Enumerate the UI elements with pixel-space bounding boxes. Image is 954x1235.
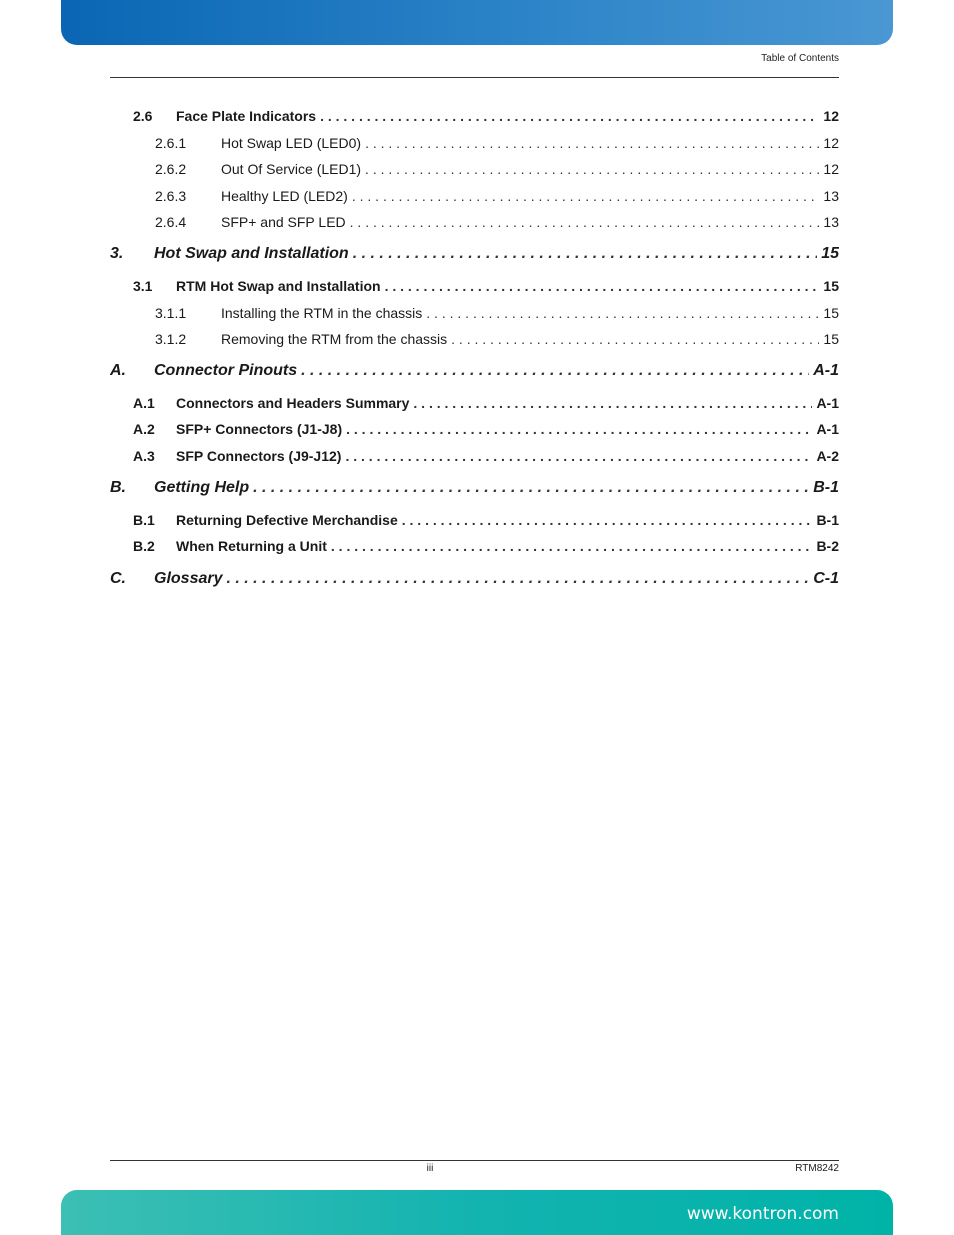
toc-entry-title[interactable]: Out Of Service (LED1) [221,161,362,177]
toc-entry-page[interactable]: B-1 [813,479,839,496]
toc-entry-page[interactable]: 12 [823,108,839,124]
toc-entry[interactable] [110,362,839,380]
toc-leader-dots [350,214,820,230]
toc-entry-number: 3. [110,245,124,262]
toc-entry-number: B.1 [133,512,155,528]
toc-entry[interactable] [133,448,839,464]
toc-leader-dots [331,538,813,554]
toc-entry-number: 2.6.4 [155,214,187,230]
toc-entry-number: A.1 [133,395,155,411]
toc-entry-page[interactable]: 12 [823,161,839,177]
toc-leader-dots [352,188,820,204]
toc-entry-page[interactable]: B-1 [816,512,839,528]
toc-entry-page[interactable]: 12 [823,135,839,151]
toc-leader-dots [346,421,812,437]
toc-entry[interactable] [110,245,839,263]
toc-leader-dots [345,448,812,464]
toc-entry-page[interactable]: A-1 [813,362,839,379]
toc-entry-title[interactable]: SFP+ and SFP LED [221,214,346,230]
toc-entry-title[interactable]: Face Plate Indicators [176,108,317,124]
toc-entry-page[interactable]: A-1 [816,421,839,437]
toc-leader-dots [426,305,819,321]
page-number: iii [426,1163,434,1174]
toc-entry-title[interactable]: Glossary [154,570,223,587]
toc-entry-page[interactable]: B-2 [816,538,839,554]
toc-entry-page[interactable]: 15 [823,278,839,294]
toc-entry-page[interactable]: 15 [823,305,839,321]
toc-entry[interactable] [110,479,839,497]
toc-leader-dots [451,331,819,347]
toc-leader-dots [413,395,812,411]
toc-entry[interactable] [155,161,839,177]
toc-entry-page[interactable]: 15 [823,331,839,347]
toc-entry-title[interactable]: Healthy LED (LED2) [221,188,348,204]
toc-entry-number: A.2 [133,421,155,437]
toc-entry-number: C. [110,570,126,587]
toc-entry-page[interactable]: C-1 [813,570,839,587]
toc-entry-number: 2.6.2 [155,161,187,177]
toc-entry-page[interactable]: 13 [823,214,839,230]
website-link[interactable]: www.kontron.com [686,1204,839,1224]
toc-leader-dots [320,108,819,124]
toc-entry-number: A. [110,362,126,379]
toc-entry[interactable] [155,331,839,347]
toc-entry-title[interactable]: Connector Pinouts [154,362,298,379]
running-header: Table of Contents [761,53,839,64]
toc-entry[interactable] [133,278,839,294]
toc-entry-number: 2.6.3 [155,188,187,204]
toc-leader-dots [301,362,809,380]
toc-entry-title[interactable]: When Returning a Unit [176,538,327,554]
toc-entry[interactable] [133,421,839,437]
toc-entry-page[interactable]: 15 [821,245,839,262]
toc-entry[interactable] [110,570,839,588]
toc-leader-dots [402,512,813,528]
toc-entry[interactable] [133,395,839,411]
toc-entry[interactable] [155,135,839,151]
toc-entry-title[interactable]: SFP Connectors (J9-J12) [176,448,342,464]
toc-entry-title[interactable]: Connectors and Headers Summary [176,395,410,411]
document-id: RTM8242 [795,1163,839,1174]
bottom-banner [61,1190,893,1235]
toc-entry-number: A.3 [133,448,155,464]
toc-entry-number: 2.6.1 [155,135,187,151]
toc-leader-dots [385,278,820,294]
toc-entry[interactable] [155,305,839,321]
toc-leader-dots [353,245,818,263]
toc-leader-dots [226,570,809,588]
toc-entry[interactable] [155,214,839,230]
toc-entry-title[interactable]: Installing the RTM in the chassis [221,305,423,321]
toc-entry-title[interactable]: Hot Swap and Installation [154,245,349,262]
toc-entry-number: 3.1.1 [155,305,187,321]
toc-leader-dots [365,135,819,151]
toc-entry-title[interactable]: Getting Help [154,479,250,496]
toc-leader-dots [365,161,819,177]
footer-divider [110,1160,839,1161]
toc-entry-title[interactable]: Removing the RTM from the chassis [221,331,448,347]
toc-entry-number: 2.6 [133,108,153,124]
toc-entry-title[interactable]: RTM Hot Swap and Installation [176,278,381,294]
toc-entry-page[interactable]: A-2 [816,448,839,464]
toc-entry-page[interactable]: 13 [823,188,839,204]
toc-entry[interactable] [133,108,839,124]
toc-entry[interactable] [155,188,839,204]
toc-entry-number: B.2 [133,538,155,554]
toc-entry-page[interactable]: A-1 [816,395,839,411]
toc-entry-title[interactable]: SFP+ Connectors (J1-J8) [176,421,343,437]
toc-entry[interactable] [133,512,839,528]
toc-entry-title[interactable]: Hot Swap LED (LED0) [221,135,362,151]
toc-entry-number: 3.1 [133,278,153,294]
toc-entry-number: B. [110,479,126,496]
toc-entry[interactable] [133,538,839,554]
toc-leader-dots [253,479,809,497]
toc-entry-title[interactable]: Returning Defective Merchandise [176,512,398,528]
toc-entry-number: 3.1.2 [155,331,187,347]
